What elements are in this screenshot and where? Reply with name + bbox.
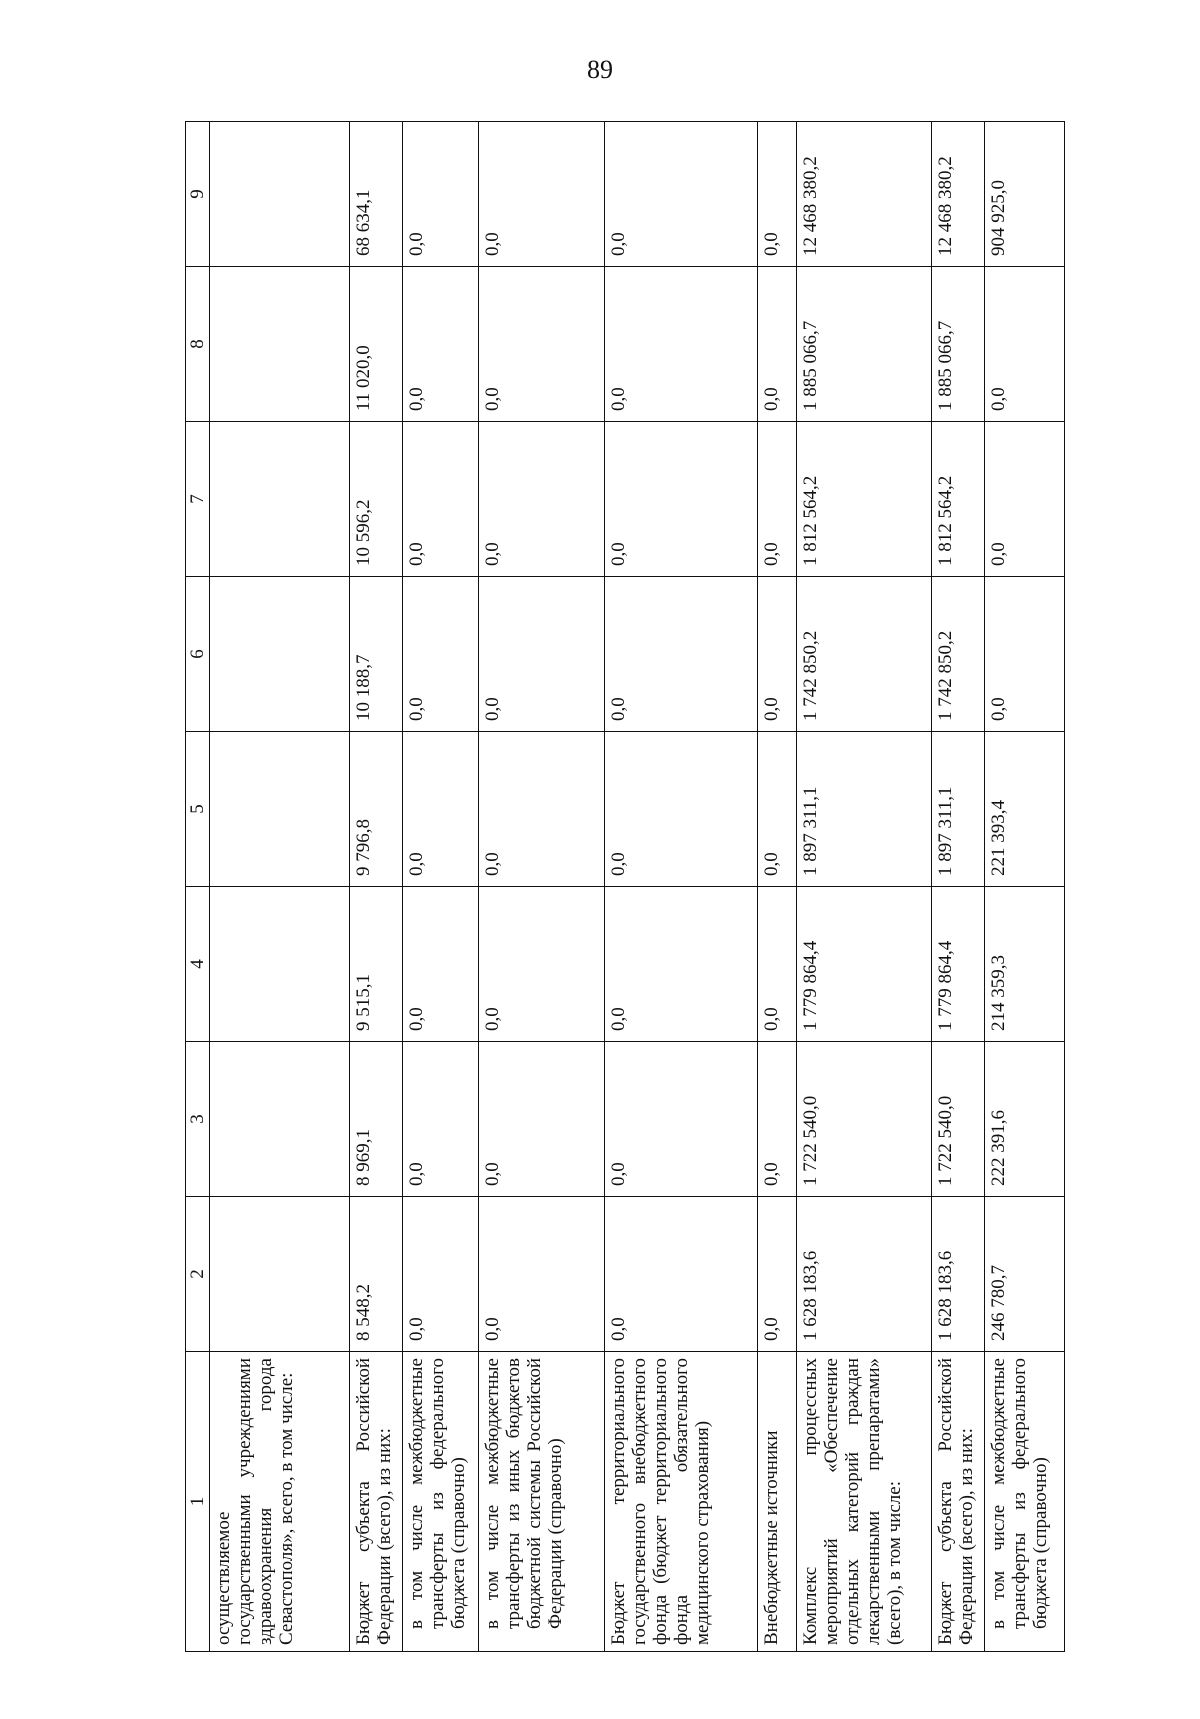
table-cell: 10 596,2 xyxy=(350,422,403,577)
table-cell: 0,0 xyxy=(758,887,796,1042)
table-row xyxy=(932,122,985,1652)
table-cell: 0,0 xyxy=(985,267,1065,422)
table-cell: 0,0 xyxy=(479,267,604,422)
table-cell: 0,0 xyxy=(604,577,758,732)
table-cell: 9 796,8 xyxy=(350,732,403,887)
table-cell xyxy=(210,1197,350,1352)
row-label: Бюджет территориального государственного внебюджетного фонда (бюджет территориального фонда обязательного медицинского страхования) xyxy=(604,1352,758,1652)
table-cell: 1 812 564,2 xyxy=(932,422,985,577)
table-cell: 0,0 xyxy=(479,122,604,267)
table-cell xyxy=(210,422,350,577)
table-cell xyxy=(210,732,350,887)
table-cell: 0,0 xyxy=(403,422,479,577)
table-cell: 0,0 xyxy=(479,887,604,1042)
table-cell xyxy=(210,267,350,422)
table-cell: 1 812 564,2 xyxy=(796,422,932,577)
table-cell: 222 391,6 xyxy=(985,1042,1065,1197)
table-row xyxy=(604,122,758,1652)
table-cell: 1 742 850,2 xyxy=(932,577,985,732)
table-cell: 1 722 540,0 xyxy=(932,1042,985,1197)
row-label: в том числе межбюджетные трансферты из федерального бюджета (справочно) xyxy=(403,1352,479,1652)
column-header: 6 xyxy=(186,577,210,732)
table-cell: 0,0 xyxy=(403,577,479,732)
table-cell: 1 628 183,6 xyxy=(796,1197,932,1352)
table-cell: 0,0 xyxy=(604,887,758,1042)
table-cell: 0,0 xyxy=(985,577,1065,732)
table-cell: 10 188,7 xyxy=(350,577,403,732)
table-cell: 0,0 xyxy=(479,577,604,732)
column-header: 7 xyxy=(186,422,210,577)
table-cell: 1 897 311,1 xyxy=(796,732,932,887)
row-label: Внебюджетные источники xyxy=(758,1352,796,1652)
page-number: 89 xyxy=(587,55,613,84)
row-label: осуществляемое государственными учреждениями здравоохранения города Севастополя», всего, в том числе: xyxy=(210,1352,350,1652)
table-cell: 0,0 xyxy=(479,732,604,887)
table-cell: 11 020,0 xyxy=(350,267,403,422)
table-cell: 12 468 380,2 xyxy=(796,122,932,267)
table-cell: 8 548,2 xyxy=(350,1197,403,1352)
column-header: 3 xyxy=(186,1042,210,1197)
table-cell: 0,0 xyxy=(985,422,1065,577)
row-label: в том числе межбюджетные трансферты из федерального бюджета (справочно) xyxy=(985,1352,1065,1652)
table-cell: 8 969,1 xyxy=(350,1042,403,1197)
table-row xyxy=(985,122,1065,1652)
table-cell: 0,0 xyxy=(403,267,479,422)
table-cell: 1 885 066,7 xyxy=(932,267,985,422)
table-cell: 0,0 xyxy=(758,122,796,267)
table-cell: 0,0 xyxy=(403,1197,479,1352)
table-cell: 221 393,4 xyxy=(985,732,1065,887)
budget-table xyxy=(185,121,1065,1652)
column-header: 5 xyxy=(186,732,210,887)
table-row xyxy=(350,122,403,1652)
table-cell: 0,0 xyxy=(403,887,479,1042)
table-cell: 0,0 xyxy=(403,732,479,887)
column-header: 4 xyxy=(186,887,210,1042)
table-cell: 0,0 xyxy=(604,422,758,577)
table-cell: 0,0 xyxy=(479,1042,604,1197)
table-row xyxy=(758,122,796,1652)
column-header: 8 xyxy=(186,267,210,422)
table-cell: 12 468 380,2 xyxy=(932,122,985,267)
table-cell: 0,0 xyxy=(604,1197,758,1352)
table-cell: 0,0 xyxy=(758,577,796,732)
table-cell: 0,0 xyxy=(758,422,796,577)
table-cell: 0,0 xyxy=(479,422,604,577)
table-cell: 1 742 850,2 xyxy=(796,577,932,732)
table-cell: 0,0 xyxy=(758,1197,796,1352)
column-header: 1 xyxy=(186,1352,210,1652)
table-cell: 0,0 xyxy=(479,1197,604,1352)
table-row xyxy=(796,122,932,1652)
table-cell xyxy=(210,887,350,1042)
table-cell: 1 722 540,0 xyxy=(796,1042,932,1197)
table-cell xyxy=(210,1042,350,1197)
table-row xyxy=(210,122,350,1652)
table-row xyxy=(479,122,604,1652)
column-header: 9 xyxy=(186,122,210,267)
row-label: Комплекс процессных мероприятий «Обеспечение отдельных категорий граждан лекарственными препаратами» (всего), в том числе: xyxy=(796,1352,932,1652)
table-cell: 68 634,1 xyxy=(350,122,403,267)
table-cell xyxy=(210,577,350,732)
table-cell: 1 779 864,4 xyxy=(796,887,932,1042)
table-cell: 0,0 xyxy=(604,1042,758,1197)
table-cell: 0,0 xyxy=(403,1042,479,1197)
table-cell: 1 628 183,6 xyxy=(932,1197,985,1352)
table-cell: 0,0 xyxy=(403,122,479,267)
table-row xyxy=(403,122,479,1652)
table-cell: 9 515,1 xyxy=(350,887,403,1042)
table-cell: 0,0 xyxy=(604,732,758,887)
table-cell: 214 359,3 xyxy=(985,887,1065,1042)
table-cell: 0,0 xyxy=(604,122,758,267)
table-cell: 246 780,7 xyxy=(985,1197,1065,1352)
table-cell: 1 885 066,7 xyxy=(796,267,932,422)
rotated-table-container xyxy=(185,122,1065,1652)
table-cell: 0,0 xyxy=(604,267,758,422)
row-label: в том числе межбюджетные трансферты из иных бюджетов бюджетной системы Российской Федерации (справочно) xyxy=(479,1352,604,1652)
table-cell: 0,0 xyxy=(758,1042,796,1197)
table-cell: 1 897 311,1 xyxy=(932,732,985,887)
row-label: Бюджет субъекта Российской Федерации (всего), из них: xyxy=(350,1352,403,1652)
table-cell: 1 779 864,4 xyxy=(932,887,985,1042)
row-label: Бюджет субъекта Российской Федерации (всего), из них: xyxy=(932,1352,985,1652)
table-cell: 0,0 xyxy=(758,732,796,887)
column-header: 2 xyxy=(186,1197,210,1352)
table-cell xyxy=(210,122,350,267)
header-row xyxy=(186,122,210,1652)
table-cell: 904 925,0 xyxy=(985,122,1065,267)
table-cell: 0,0 xyxy=(758,267,796,422)
